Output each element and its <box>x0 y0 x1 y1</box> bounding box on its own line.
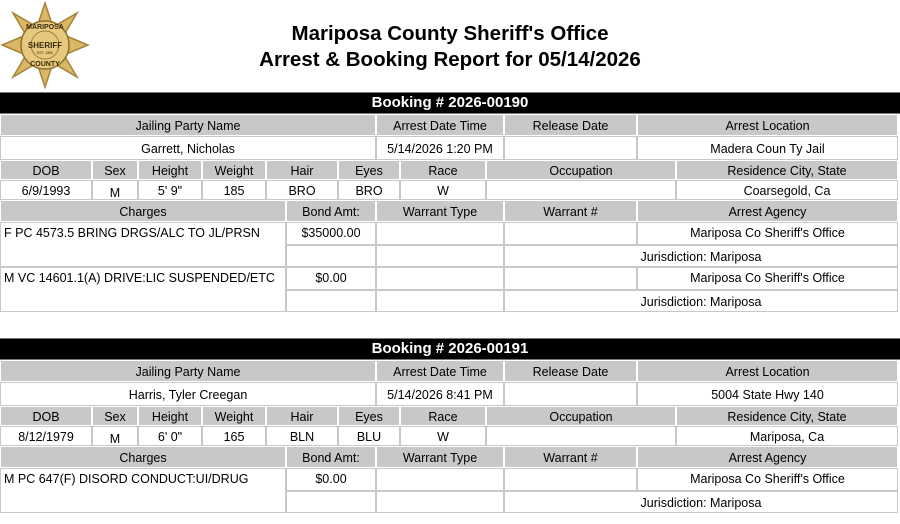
jurisdiction-row <box>0 491 898 513</box>
arrest-location: 5004 State Hwy 140 <box>637 382 898 406</box>
height-header: Height <box>138 160 202 180</box>
sex-value: M <box>109 432 121 446</box>
weight-header: Weight <box>202 160 266 180</box>
header-row <box>0 200 898 222</box>
badge-top-text: MARIPOSA <box>26 24 64 31</box>
warrant-no-header: Warrant # <box>504 446 637 468</box>
report-subtitle: Arrest & Booking Report for 05/14/2026 <box>259 48 641 71</box>
race-header: Race <box>400 160 486 180</box>
jurisdiction-row <box>0 245 898 267</box>
arrest-agency-header: Arrest Agency <box>637 200 898 222</box>
height: 5' 9" <box>138 180 202 200</box>
report-title: Mariposa County Sheriff's Office <box>291 22 609 45</box>
jurisdiction: Jurisdiction: Mariposa <box>504 290 898 312</box>
badge-bottom-text: COUNTY <box>30 61 60 68</box>
race-header: Race <box>400 406 486 426</box>
residence: Mariposa, Ca <box>676 426 898 446</box>
arrest-date-time-header: Arrest Date Time <box>376 360 504 382</box>
jailing-party-name: Garrett, Nicholas <box>0 136 376 160</box>
bond-amount: $35000.00 <box>286 222 376 245</box>
height: 6' 0" <box>138 426 202 446</box>
booking-record <box>0 92 900 312</box>
arrest-date-time-header: Arrest Date Time <box>376 114 504 136</box>
sex <box>92 180 138 200</box>
warrant-no-header: Warrant # <box>504 200 637 222</box>
dob-header: DOB <box>0 160 92 180</box>
release-date-header: Release Date <box>504 114 637 136</box>
header-row <box>0 446 898 468</box>
charge-description: M PC 647(F) DISORD CONDUCT:UI/DRUG <box>0 468 286 513</box>
arrest-location: Madera Coun Ty Jail <box>637 136 898 160</box>
header-row <box>0 406 898 426</box>
jailing-party-name-header: Jailing Party Name <box>0 360 376 382</box>
hair-header: Hair <box>266 406 338 426</box>
eyes: BLU <box>338 426 400 446</box>
release-date <box>504 382 637 406</box>
eyes-header: Eyes <box>338 160 400 180</box>
physical-row <box>0 426 898 446</box>
dob: 8/12/1979 <box>0 426 92 446</box>
charge-description: F PC 4573.5 BRING DRGS/ALC TO JL/PRSN <box>0 222 286 267</box>
occupation <box>486 180 676 200</box>
warrant-type-header: Warrant Type <box>376 446 504 468</box>
blank-cell <box>286 245 376 267</box>
weight: 165 <box>202 426 266 446</box>
arrest-location-header: Arrest Location <box>637 360 898 382</box>
sex <box>92 426 138 446</box>
arrest-row <box>0 136 898 160</box>
warrant-number <box>504 222 637 245</box>
arrest-date-time: 5/14/2026 1:20 PM <box>376 136 504 160</box>
badge-middle-text: SHERIFF <box>27 41 63 50</box>
warrant-number <box>504 468 637 491</box>
charge-row <box>0 222 898 245</box>
occupation-header: Occupation <box>486 160 676 180</box>
badge-est-text: EST. 1850 <box>36 51 54 55</box>
residence: Coarsegold, Ca <box>676 180 898 200</box>
blank-cell <box>376 245 504 267</box>
arrest-agency-header: Arrest Agency <box>637 446 898 468</box>
bond-amount: $0.00 <box>286 468 376 491</box>
occupation <box>486 426 676 446</box>
occupation-header: Occupation <box>486 406 676 426</box>
jailing-party-name-header: Jailing Party Name <box>0 114 376 136</box>
charge-row <box>0 267 898 290</box>
sex-value: M <box>109 186 121 200</box>
warrant-type <box>376 468 504 491</box>
height-header: Height <box>138 406 202 426</box>
booking-number: Booking # 2026-00191 <box>0 338 900 360</box>
header-row <box>0 160 898 180</box>
jurisdiction: Jurisdiction: Mariposa <box>504 491 898 513</box>
arrest-agency: Mariposa Co Sheriff's Office <box>637 222 898 245</box>
hair-header: Hair <box>266 160 338 180</box>
arrest-agency: Mariposa Co Sheriff's Office <box>637 468 898 491</box>
blank-cell <box>286 491 376 513</box>
weight: 185 <box>202 180 266 200</box>
arrest-date-time: 5/14/2026 8:41 PM <box>376 382 504 406</box>
blank-cell <box>286 290 376 312</box>
report-header <box>0 0 900 90</box>
arrest-row <box>0 382 898 406</box>
bond-amt-header: Bond Amt: <box>286 200 376 222</box>
sex-header: Sex <box>92 160 138 180</box>
dob-header: DOB <box>0 406 92 426</box>
arrest-location-header: Arrest Location <box>637 114 898 136</box>
hair: BRO <box>266 180 338 200</box>
warrant-type-header: Warrant Type <box>376 200 504 222</box>
residence-header: Residence City, State <box>676 160 898 180</box>
race: W <box>400 180 486 200</box>
eyes: BRO <box>338 180 400 200</box>
jurisdiction: Jurisdiction: Mariposa <box>504 245 898 267</box>
warrant-type <box>376 267 504 290</box>
arrest-agency: Mariposa Co Sheriff's Office <box>637 267 898 290</box>
residence-header: Residence City, State <box>676 406 898 426</box>
header-row <box>0 114 898 136</box>
release-date-header: Release Date <box>504 360 637 382</box>
charges-header: Charges <box>0 446 286 468</box>
charges-header: Charges <box>0 200 286 222</box>
charge-row <box>0 468 898 491</box>
weight-header: Weight <box>202 406 266 426</box>
jurisdiction-row <box>0 290 898 312</box>
release-date <box>504 136 637 160</box>
physical-row <box>0 180 898 200</box>
race: W <box>400 426 486 446</box>
eyes-header: Eyes <box>338 406 400 426</box>
hair: BLN <box>266 426 338 446</box>
booking-record <box>0 338 900 513</box>
jailing-party-name: Harris, Tyler Creegan <box>0 382 376 406</box>
bond-amount: $0.00 <box>286 267 376 290</box>
charge-description: M VC 14601.1(A) DRIVE:LIC SUSPENDED/ETC <box>0 267 286 312</box>
bond-amt-header: Bond Amt: <box>286 446 376 468</box>
warrant-number <box>504 267 637 290</box>
dob: 6/9/1993 <box>0 180 92 200</box>
warrant-type <box>376 222 504 245</box>
header-row <box>0 360 898 382</box>
booking-number: Booking # 2026-00190 <box>0 92 900 114</box>
sex-header: Sex <box>92 406 138 426</box>
blank-cell <box>376 491 504 513</box>
blank-cell <box>376 290 504 312</box>
